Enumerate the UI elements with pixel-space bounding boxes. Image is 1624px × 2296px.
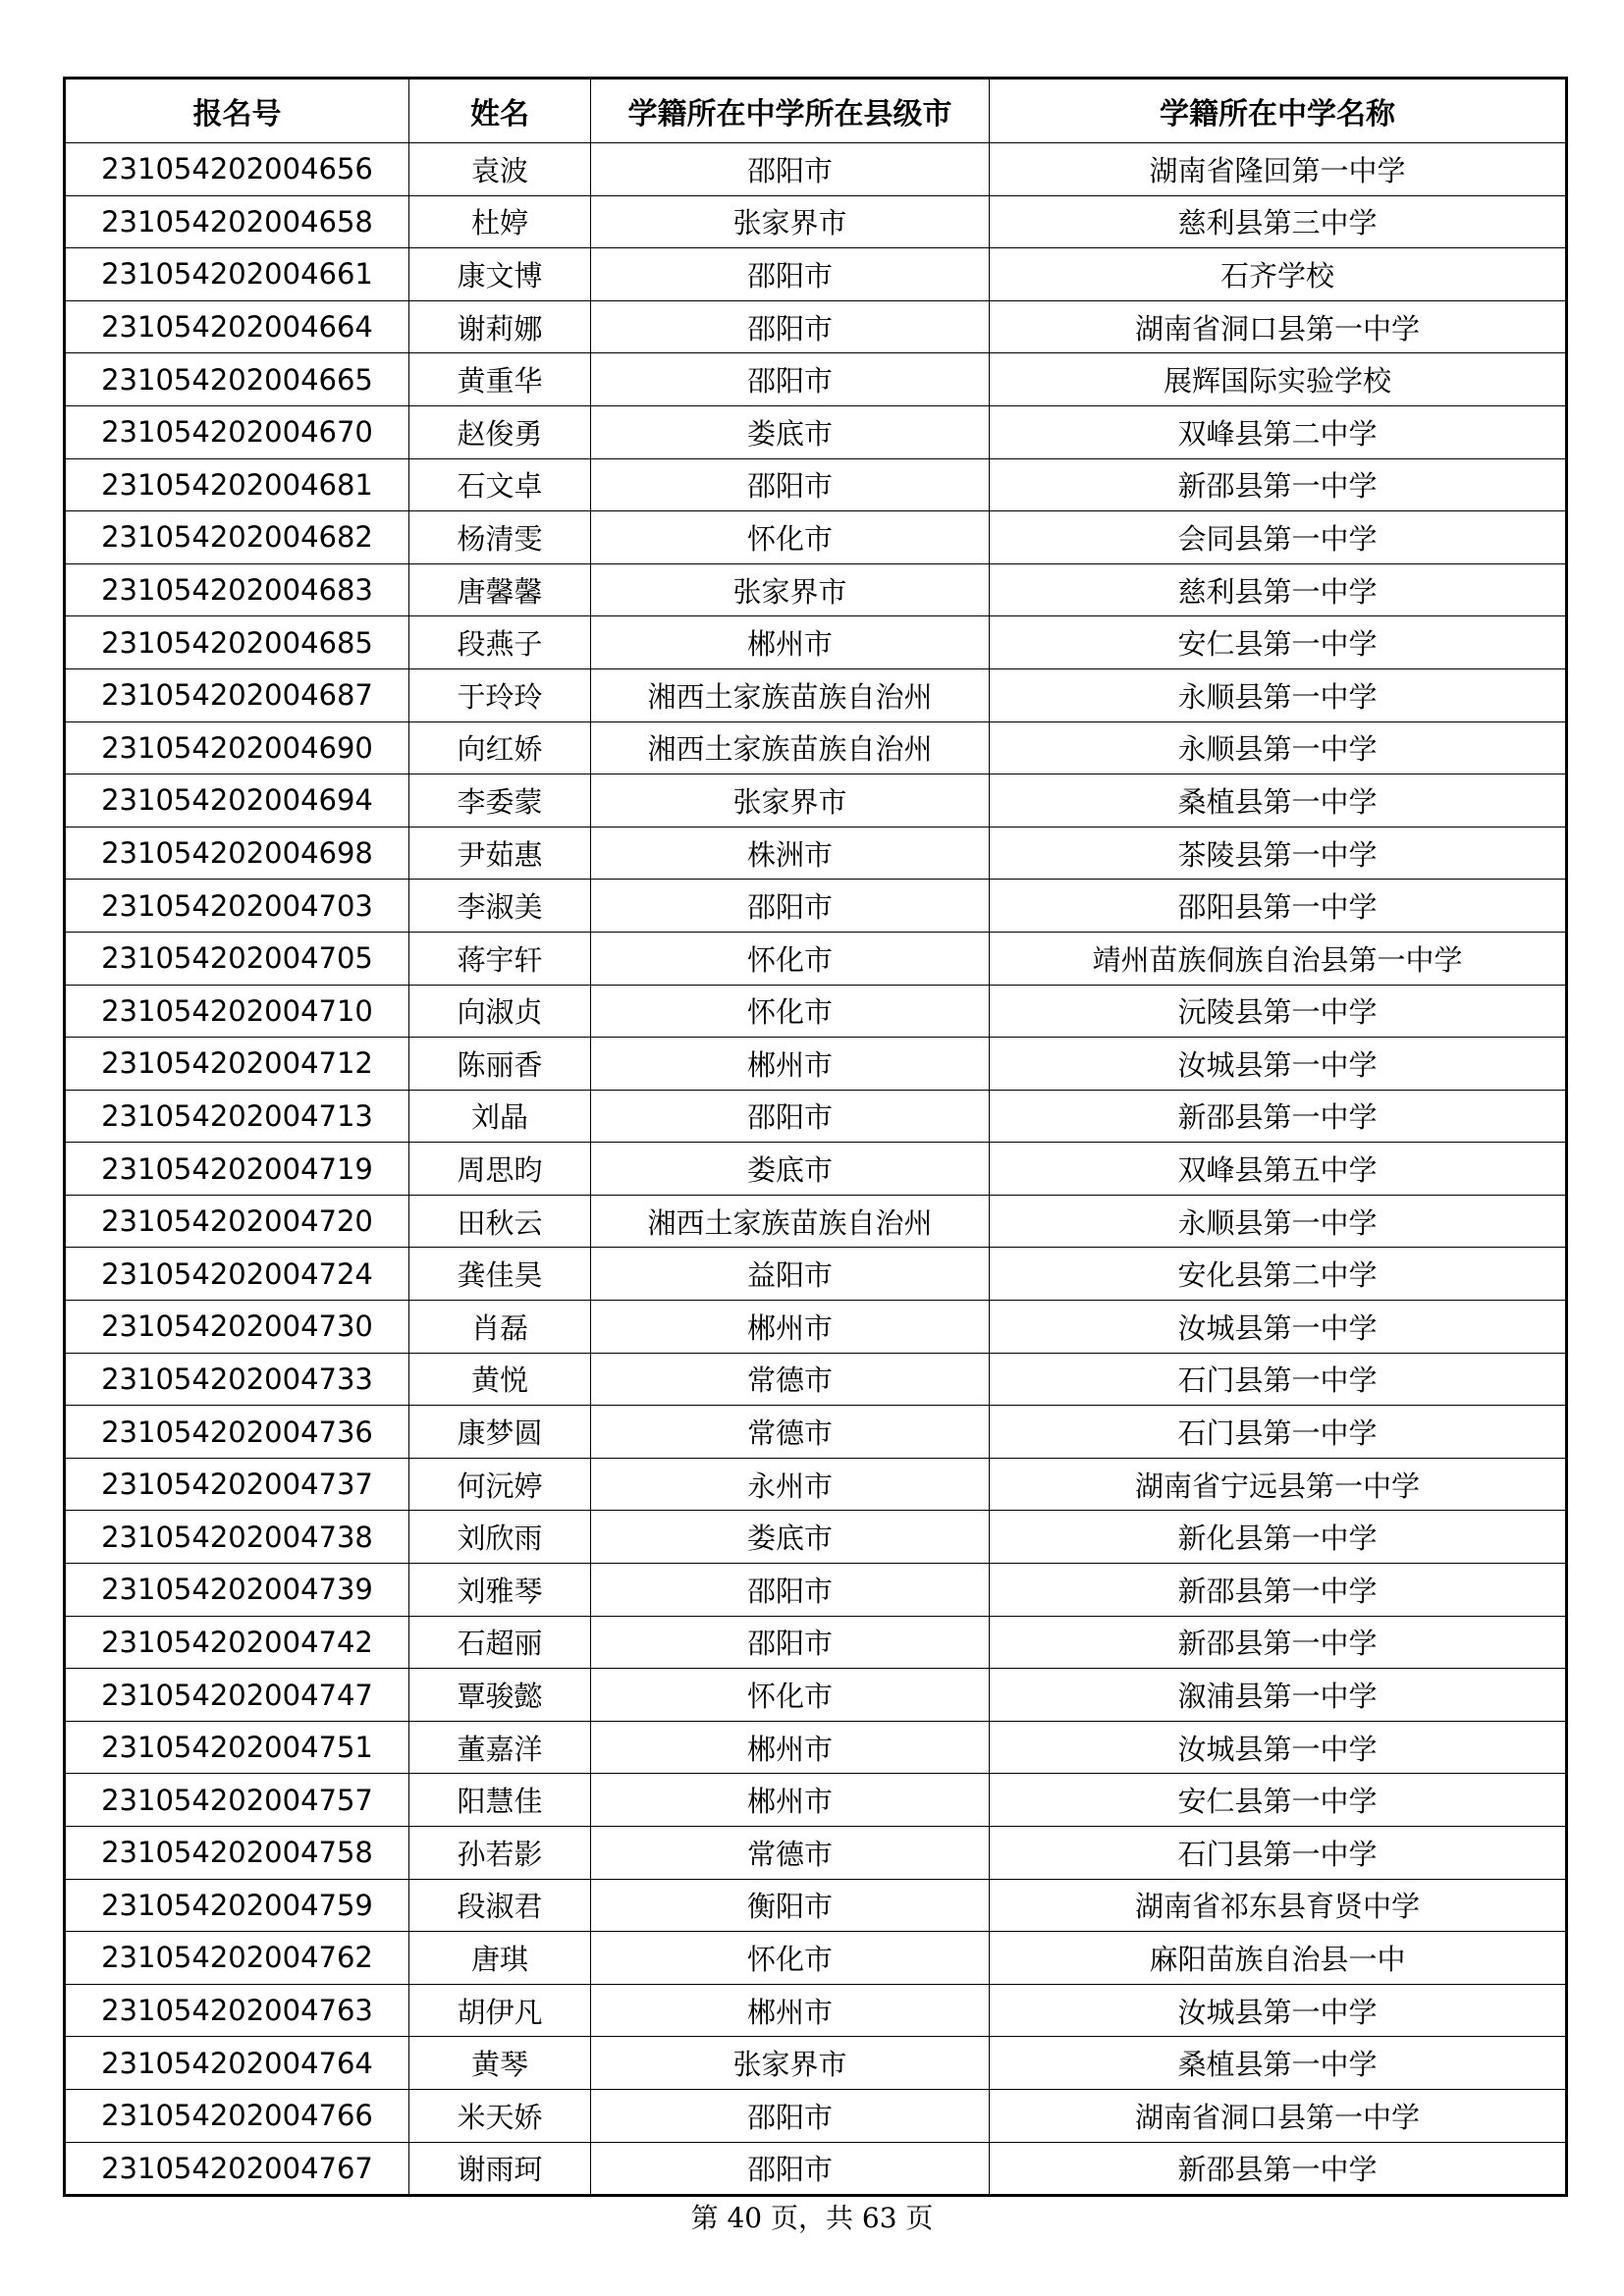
cell-school-city: 娄底市 bbox=[591, 1511, 990, 1564]
table-row bbox=[65, 1248, 1567, 1301]
cell-school-city: 郴州市 bbox=[591, 616, 990, 669]
cell-registration-number: 231054202004733 bbox=[65, 1353, 409, 1406]
cell-school-city: 邵阳市 bbox=[591, 143, 990, 196]
cell-school-name: 桑植县第一中学 bbox=[990, 774, 1567, 828]
table-row bbox=[65, 300, 1567, 353]
cell-student-name: 唐馨馨 bbox=[409, 563, 591, 616]
cell-school-city: 湘西土家族苗族自治州 bbox=[591, 721, 990, 774]
cell-student-name: 刘欣雨 bbox=[409, 1511, 591, 1564]
cell-school-name: 新化县第一中学 bbox=[990, 1511, 1567, 1564]
table-row bbox=[65, 721, 1567, 774]
cell-registration-number: 231054202004730 bbox=[65, 1301, 409, 1354]
cell-school-city: 郴州市 bbox=[591, 1984, 990, 2037]
cell-school-name: 湖南省祁东县育贤中学 bbox=[990, 1879, 1567, 1932]
cell-school-city: 娄底市 bbox=[591, 1143, 990, 1196]
cell-registration-number: 231054202004764 bbox=[65, 2037, 409, 2090]
cell-school-name: 展辉国际实验学校 bbox=[990, 353, 1567, 406]
table-row bbox=[65, 353, 1567, 406]
cell-registration-number: 231054202004762 bbox=[65, 1932, 409, 1985]
cell-registration-number: 231054202004757 bbox=[65, 1774, 409, 1827]
cell-school-name: 沅陵县第一中学 bbox=[990, 985, 1567, 1038]
cell-registration-number: 231054202004658 bbox=[65, 195, 409, 248]
cell-school-city: 怀化市 bbox=[591, 932, 990, 985]
table-body bbox=[65, 143, 1567, 2196]
cell-registration-number: 231054202004682 bbox=[65, 511, 409, 564]
cell-school-city: 永州市 bbox=[591, 1458, 990, 1511]
cell-student-name: 向红娇 bbox=[409, 721, 591, 774]
cell-school-city: 怀化市 bbox=[591, 1932, 990, 1985]
cell-student-name: 米天娇 bbox=[409, 2089, 591, 2142]
cell-school-city: 常德市 bbox=[591, 1406, 990, 1459]
cell-student-name: 赵俊勇 bbox=[409, 405, 591, 458]
cell-student-name: 石文卓 bbox=[409, 458, 591, 511]
cell-school-city: 湘西土家族苗族自治州 bbox=[591, 1195, 990, 1248]
cell-school-name: 双峰县第二中学 bbox=[990, 405, 1567, 458]
cell-registration-number: 231054202004720 bbox=[65, 1195, 409, 1248]
cell-school-city: 邵阳市 bbox=[591, 1564, 990, 1617]
cell-registration-number: 231054202004705 bbox=[65, 932, 409, 985]
cell-school-name: 汝城县第一中学 bbox=[990, 1301, 1567, 1354]
cell-student-name: 董嘉洋 bbox=[409, 1721, 591, 1774]
header-name: 姓名 bbox=[409, 79, 591, 143]
cell-school-city: 株洲市 bbox=[591, 827, 990, 880]
cell-school-city: 湘西土家族苗族自治州 bbox=[591, 668, 990, 721]
cell-student-name: 孙若影 bbox=[409, 1827, 591, 1880]
cell-registration-number: 231054202004712 bbox=[65, 1038, 409, 1091]
cell-student-name: 谢雨珂 bbox=[409, 2142, 591, 2196]
cell-school-name: 安仁县第一中学 bbox=[990, 616, 1567, 669]
cell-school-name: 永顺县第一中学 bbox=[990, 1195, 1567, 1248]
cell-registration-number: 231054202004736 bbox=[65, 1406, 409, 1459]
cell-student-name: 唐琪 bbox=[409, 1932, 591, 1985]
cell-school-city: 邵阳市 bbox=[591, 458, 990, 511]
cell-school-name: 慈利县第一中学 bbox=[990, 563, 1567, 616]
cell-student-name: 杨清雯 bbox=[409, 511, 591, 564]
cell-school-name: 石门县第一中学 bbox=[990, 1827, 1567, 1880]
header-registration-number: 报名号 bbox=[65, 79, 409, 143]
cell-registration-number: 231054202004739 bbox=[65, 1564, 409, 1617]
cell-registration-number: 231054202004685 bbox=[65, 616, 409, 669]
table-row bbox=[65, 563, 1567, 616]
header-school-city: 学籍所在中学所在县级市 bbox=[591, 79, 990, 143]
cell-school-city: 郴州市 bbox=[591, 1038, 990, 1091]
cell-school-city: 邵阳市 bbox=[591, 880, 990, 933]
table-row bbox=[65, 1038, 1567, 1091]
cell-student-name: 尹茹惠 bbox=[409, 827, 591, 880]
cell-student-name: 田秋云 bbox=[409, 1195, 591, 1248]
cell-registration-number: 231054202004665 bbox=[65, 353, 409, 406]
table-row bbox=[65, 1616, 1567, 1669]
cell-registration-number: 231054202004656 bbox=[65, 143, 409, 196]
cell-school-name: 湖南省隆回第一中学 bbox=[990, 143, 1567, 196]
cell-school-city: 张家界市 bbox=[591, 774, 990, 828]
cell-school-name: 新邵县第一中学 bbox=[990, 458, 1567, 511]
cell-school-city: 邵阳市 bbox=[591, 353, 990, 406]
cell-school-city: 张家界市 bbox=[591, 2037, 990, 2090]
table-row bbox=[65, 932, 1567, 985]
cell-school-city: 怀化市 bbox=[591, 1669, 990, 1722]
cell-school-city: 邵阳市 bbox=[591, 248, 990, 301]
table-row bbox=[65, 1090, 1567, 1143]
cell-school-city: 郴州市 bbox=[591, 1301, 990, 1354]
cell-school-city: 衡阳市 bbox=[591, 1879, 990, 1932]
cell-school-name: 汝城县第一中学 bbox=[990, 1721, 1567, 1774]
cell-school-city: 常德市 bbox=[591, 1827, 990, 1880]
table-row bbox=[65, 668, 1567, 721]
cell-student-name: 杜婷 bbox=[409, 195, 591, 248]
cell-school-city: 益阳市 bbox=[591, 1248, 990, 1301]
cell-registration-number: 231054202004703 bbox=[65, 880, 409, 933]
table-row bbox=[65, 1932, 1567, 1985]
cell-registration-number: 231054202004670 bbox=[65, 405, 409, 458]
cell-school-city: 邵阳市 bbox=[591, 2142, 990, 2196]
cell-registration-number: 231054202004724 bbox=[65, 1248, 409, 1301]
table-row bbox=[65, 195, 1567, 248]
cell-registration-number: 231054202004759 bbox=[65, 1879, 409, 1932]
cell-student-name: 何沅婷 bbox=[409, 1458, 591, 1511]
cell-school-name: 新邵县第一中学 bbox=[990, 1090, 1567, 1143]
cell-student-name: 刘晶 bbox=[409, 1090, 591, 1143]
cell-student-name: 袁波 bbox=[409, 143, 591, 196]
cell-school-city: 怀化市 bbox=[591, 985, 990, 1038]
cell-registration-number: 231054202004751 bbox=[65, 1721, 409, 1774]
table-row bbox=[65, 616, 1567, 669]
cell-school-city: 张家界市 bbox=[591, 563, 990, 616]
cell-school-name: 溆浦县第一中学 bbox=[990, 1669, 1567, 1722]
table-row bbox=[65, 2089, 1567, 2142]
cell-school-name: 石门县第一中学 bbox=[990, 1353, 1567, 1406]
cell-school-name: 湖南省宁远县第一中学 bbox=[990, 1458, 1567, 1511]
cell-registration-number: 231054202004747 bbox=[65, 1669, 409, 1722]
table-row bbox=[65, 1984, 1567, 2037]
cell-school-name: 汝城县第一中学 bbox=[990, 1038, 1567, 1091]
cell-registration-number: 231054202004664 bbox=[65, 300, 409, 353]
cell-school-name: 桑植县第一中学 bbox=[990, 2037, 1567, 2090]
table-row bbox=[65, 458, 1567, 511]
cell-school-city: 娄底市 bbox=[591, 405, 990, 458]
cell-registration-number: 231054202004738 bbox=[65, 1511, 409, 1564]
cell-school-name: 湖南省洞口县第一中学 bbox=[990, 300, 1567, 353]
cell-registration-number: 231054202004690 bbox=[65, 721, 409, 774]
cell-registration-number: 231054202004742 bbox=[65, 1616, 409, 1669]
cell-registration-number: 231054202004766 bbox=[65, 2089, 409, 2142]
cell-student-name: 向淑贞 bbox=[409, 985, 591, 1038]
table-row bbox=[65, 1879, 1567, 1932]
cell-student-name: 康文博 bbox=[409, 248, 591, 301]
cell-student-name: 谢莉娜 bbox=[409, 300, 591, 353]
cell-student-name: 胡伊凡 bbox=[409, 1984, 591, 2037]
cell-registration-number: 231054202004687 bbox=[65, 668, 409, 721]
table-row bbox=[65, 405, 1567, 458]
cell-school-name: 永顺县第一中学 bbox=[990, 721, 1567, 774]
header-school-name: 学籍所在中学名称 bbox=[990, 79, 1567, 143]
cell-student-name: 于玲玲 bbox=[409, 668, 591, 721]
cell-student-name: 李委蒙 bbox=[409, 774, 591, 828]
cell-school-name: 靖州苗族侗族自治县第一中学 bbox=[990, 932, 1567, 985]
cell-student-name: 阳慧佳 bbox=[409, 1774, 591, 1827]
table-row bbox=[65, 880, 1567, 933]
cell-registration-number: 231054202004713 bbox=[65, 1090, 409, 1143]
cell-student-name: 黄重华 bbox=[409, 353, 591, 406]
table-row bbox=[65, 1511, 1567, 1564]
cell-school-name: 慈利县第三中学 bbox=[990, 195, 1567, 248]
cell-student-name: 刘雅琴 bbox=[409, 1564, 591, 1617]
cell-registration-number: 231054202004661 bbox=[65, 248, 409, 301]
cell-student-name: 康梦圆 bbox=[409, 1406, 591, 1459]
cell-student-name: 黄琴 bbox=[409, 2037, 591, 2090]
cell-school-name: 湖南省洞口县第一中学 bbox=[990, 2089, 1567, 2142]
cell-school-city: 郴州市 bbox=[591, 1774, 990, 1827]
cell-student-name: 黄悦 bbox=[409, 1353, 591, 1406]
cell-school-name: 会同县第一中学 bbox=[990, 511, 1567, 564]
table-row bbox=[65, 2037, 1567, 2090]
table-row bbox=[65, 248, 1567, 301]
cell-registration-number: 231054202004763 bbox=[65, 1984, 409, 2037]
cell-registration-number: 231054202004737 bbox=[65, 1458, 409, 1511]
table-row bbox=[65, 1827, 1567, 1880]
table-row bbox=[65, 1458, 1567, 1511]
cell-registration-number: 231054202004681 bbox=[65, 458, 409, 511]
cell-registration-number: 231054202004698 bbox=[65, 827, 409, 880]
cell-school-name: 茶陵县第一中学 bbox=[990, 827, 1567, 880]
cell-school-name: 永顺县第一中学 bbox=[990, 668, 1567, 721]
table-row bbox=[65, 1564, 1567, 1617]
cell-registration-number: 231054202004694 bbox=[65, 774, 409, 828]
cell-student-name: 石超丽 bbox=[409, 1616, 591, 1669]
cell-registration-number: 231054202004719 bbox=[65, 1143, 409, 1196]
cell-registration-number: 231054202004683 bbox=[65, 563, 409, 616]
cell-registration-number: 231054202004758 bbox=[65, 1827, 409, 1880]
cell-student-name: 蒋宇轩 bbox=[409, 932, 591, 985]
cell-student-name: 段淑君 bbox=[409, 1879, 591, 1932]
cell-school-name: 麻阳苗族自治县一中 bbox=[990, 1932, 1567, 1985]
table-header-row bbox=[65, 79, 1567, 143]
cell-school-city: 郴州市 bbox=[591, 1721, 990, 1774]
cell-school-name: 双峰县第五中学 bbox=[990, 1143, 1567, 1196]
cell-student-name: 周思昀 bbox=[409, 1143, 591, 1196]
cell-school-city: 邵阳市 bbox=[591, 1090, 990, 1143]
cell-school-name: 安仁县第一中学 bbox=[990, 1774, 1567, 1827]
cell-school-city: 怀化市 bbox=[591, 511, 990, 564]
table-row bbox=[65, 985, 1567, 1038]
cell-school-city: 邵阳市 bbox=[591, 1616, 990, 1669]
table-row bbox=[65, 1195, 1567, 1248]
table-row bbox=[65, 827, 1567, 880]
cell-student-name: 覃骏懿 bbox=[409, 1669, 591, 1722]
cell-school-city: 常德市 bbox=[591, 1353, 990, 1406]
cell-school-name: 石门县第一中学 bbox=[990, 1406, 1567, 1459]
cell-school-name: 汝城县第一中学 bbox=[990, 1984, 1567, 2037]
cell-student-name: 段燕子 bbox=[409, 616, 591, 669]
table-row bbox=[65, 1406, 1567, 1459]
cell-school-city: 张家界市 bbox=[591, 195, 990, 248]
table-row bbox=[65, 143, 1567, 196]
cell-school-name: 石齐学校 bbox=[990, 248, 1567, 301]
table-row bbox=[65, 2142, 1567, 2196]
cell-school-name: 新邵县第一中学 bbox=[990, 1564, 1567, 1617]
cell-school-city: 邵阳市 bbox=[591, 2089, 990, 2142]
cell-school-name: 新邵县第一中学 bbox=[990, 1616, 1567, 1669]
cell-registration-number: 231054202004710 bbox=[65, 985, 409, 1038]
cell-student-name: 陈丽香 bbox=[409, 1038, 591, 1091]
table-row bbox=[65, 1774, 1567, 1827]
cell-registration-number: 231054202004767 bbox=[65, 2142, 409, 2196]
cell-school-name: 新邵县第一中学 bbox=[990, 2142, 1567, 2196]
table-row bbox=[65, 774, 1567, 828]
cell-school-city: 邵阳市 bbox=[591, 300, 990, 353]
admission-table bbox=[63, 77, 1568, 2197]
page-footer: 第 40 页，共 63 页 bbox=[690, 2202, 934, 2234]
table-row bbox=[65, 1301, 1567, 1354]
cell-school-name: 邵阳县第一中学 bbox=[990, 880, 1567, 933]
cell-school-name: 安化县第二中学 bbox=[990, 1248, 1567, 1301]
table-row bbox=[65, 1669, 1567, 1722]
table-row bbox=[65, 1143, 1567, 1196]
cell-student-name: 李淑美 bbox=[409, 880, 591, 933]
table-row bbox=[65, 1721, 1567, 1774]
table-row bbox=[65, 511, 1567, 564]
cell-student-name: 肖磊 bbox=[409, 1301, 591, 1354]
cell-student-name: 龚佳昊 bbox=[409, 1248, 591, 1301]
table-row bbox=[65, 1353, 1567, 1406]
